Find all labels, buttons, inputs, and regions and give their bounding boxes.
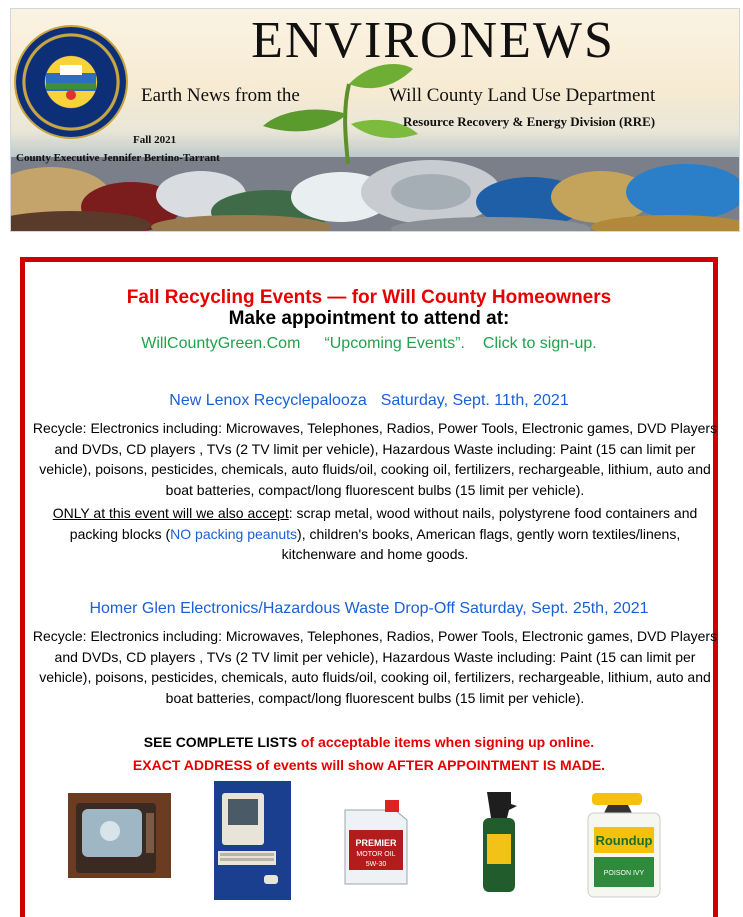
event1-only-text-b: ), children's books, American flags, gently worn textiles/linens, kitchenware and home goods.	[281, 525, 681, 562]
flyer-subheading: Make appointment to attend at:	[228, 308, 510, 329]
seal-graphic-icon	[16, 27, 126, 137]
event1-extra-items	[31, 503, 719, 565]
oil-brand-text: PREMIER	[355, 838, 397, 848]
recyclables-image	[11, 157, 739, 231]
event1-date: Saturday, Sept. 11th, 2021	[380, 392, 569, 409]
event1-title	[25, 392, 713, 410]
motor-oil-image	[335, 792, 421, 892]
signup-links	[25, 335, 713, 353]
event1-only-label: ONLY at this event will we also accept	[52, 505, 289, 521]
site-link[interactable]: WillCountyGreen.Com	[141, 335, 301, 352]
newsletter-banner	[10, 8, 740, 232]
flyer-heading: Fall Recycling Events — for Will County Homeowners	[126, 287, 612, 308]
subtitle-left: Earth News from the	[141, 85, 300, 106]
event1-recycle-text: Recycle: Electronics including: Microwaves, Telephones, Radios, Power Tools, Electronic games, DVD Players and DVDs, CD players , TVs (2 TV limit per vehicle), Hazardous Waste including: Paint (15 can limit per vehicle), poisons, pesticides, chemicals, auto fluids/oil, cooking oil, fertilizers, rechargeable, lithium, auto and boat batteries, compact/long fluorescent bulbs (15 limit per vehicle).	[32, 420, 718, 498]
event2-name: Homer Glen Electronics/Hazardous Waste Drop-Off	[89, 600, 455, 617]
signup-link[interactable]: Click to sign-up.	[482, 335, 597, 352]
event2-recycle-text: Recycle: Electronics including: Microwaves, Telephones, Radios, Power Tools, Electronic games, DVD Players and DVDs, CD players , TVs (2 TV limit per vehicle), Hazardous Waste including: Paint (15 can limit per vehicle), poisons, pesticides, chemicals, auto fluids/oil, cooking oil, fertilizers, rechargeable, lithium, auto and boat batteries, compact/long fluorescent bulbs (15 limit per vehicle).	[32, 628, 718, 706]
complete-lists-notice	[25, 734, 713, 750]
roundup-sprayer-image	[572, 787, 677, 900]
newsletter-title: ENVIRONEWS	[251, 12, 615, 69]
division-name: Resource Recovery & Energy Division (RRE)	[403, 114, 656, 129]
oil-label-text: MOTOR OIL	[356, 851, 396, 858]
notice-red: of acceptable items when signing up online.	[297, 734, 595, 750]
oil-grade-text: 5W-30	[365, 861, 387, 868]
issue-season: Fall 2021	[133, 134, 177, 146]
event1-name: New Lenox Recyclepalooza	[169, 392, 367, 409]
sprout-icon	[253, 54, 423, 164]
notice-black: SEE COMPLETE LISTS	[143, 734, 298, 750]
no-peanuts-note: NO packing peanuts	[170, 525, 298, 542]
event1-only-text-a: : scrap metal, wood without nails, polystyrene food containers and packing blocks (	[69, 505, 698, 542]
will-county-seal	[16, 27, 126, 137]
address-notice: EXACT ADDRESS of events will show AFTER APPOINTMENT IS MADE.	[132, 757, 606, 773]
event2-date: Saturday, Sept. 25th, 2021	[459, 600, 649, 617]
spray-bottle-image	[469, 784, 529, 896]
roundup-brand-text: Roundup	[595, 833, 653, 848]
recycling-events-flyer	[20, 257, 718, 917]
vintage-computer-image	[214, 781, 291, 900]
event2-title	[25, 600, 713, 618]
upcoming-events-link[interactable]: “Upcoming Events”.	[324, 335, 465, 352]
old-tv-image	[68, 793, 171, 878]
county-executive: County Executive Jennifer Bertino-Tarrant	[16, 152, 220, 164]
roundup-sub-text: POISON IVY	[603, 870, 645, 877]
subtitle-right: Will County Land Use Department	[389, 85, 656, 106]
